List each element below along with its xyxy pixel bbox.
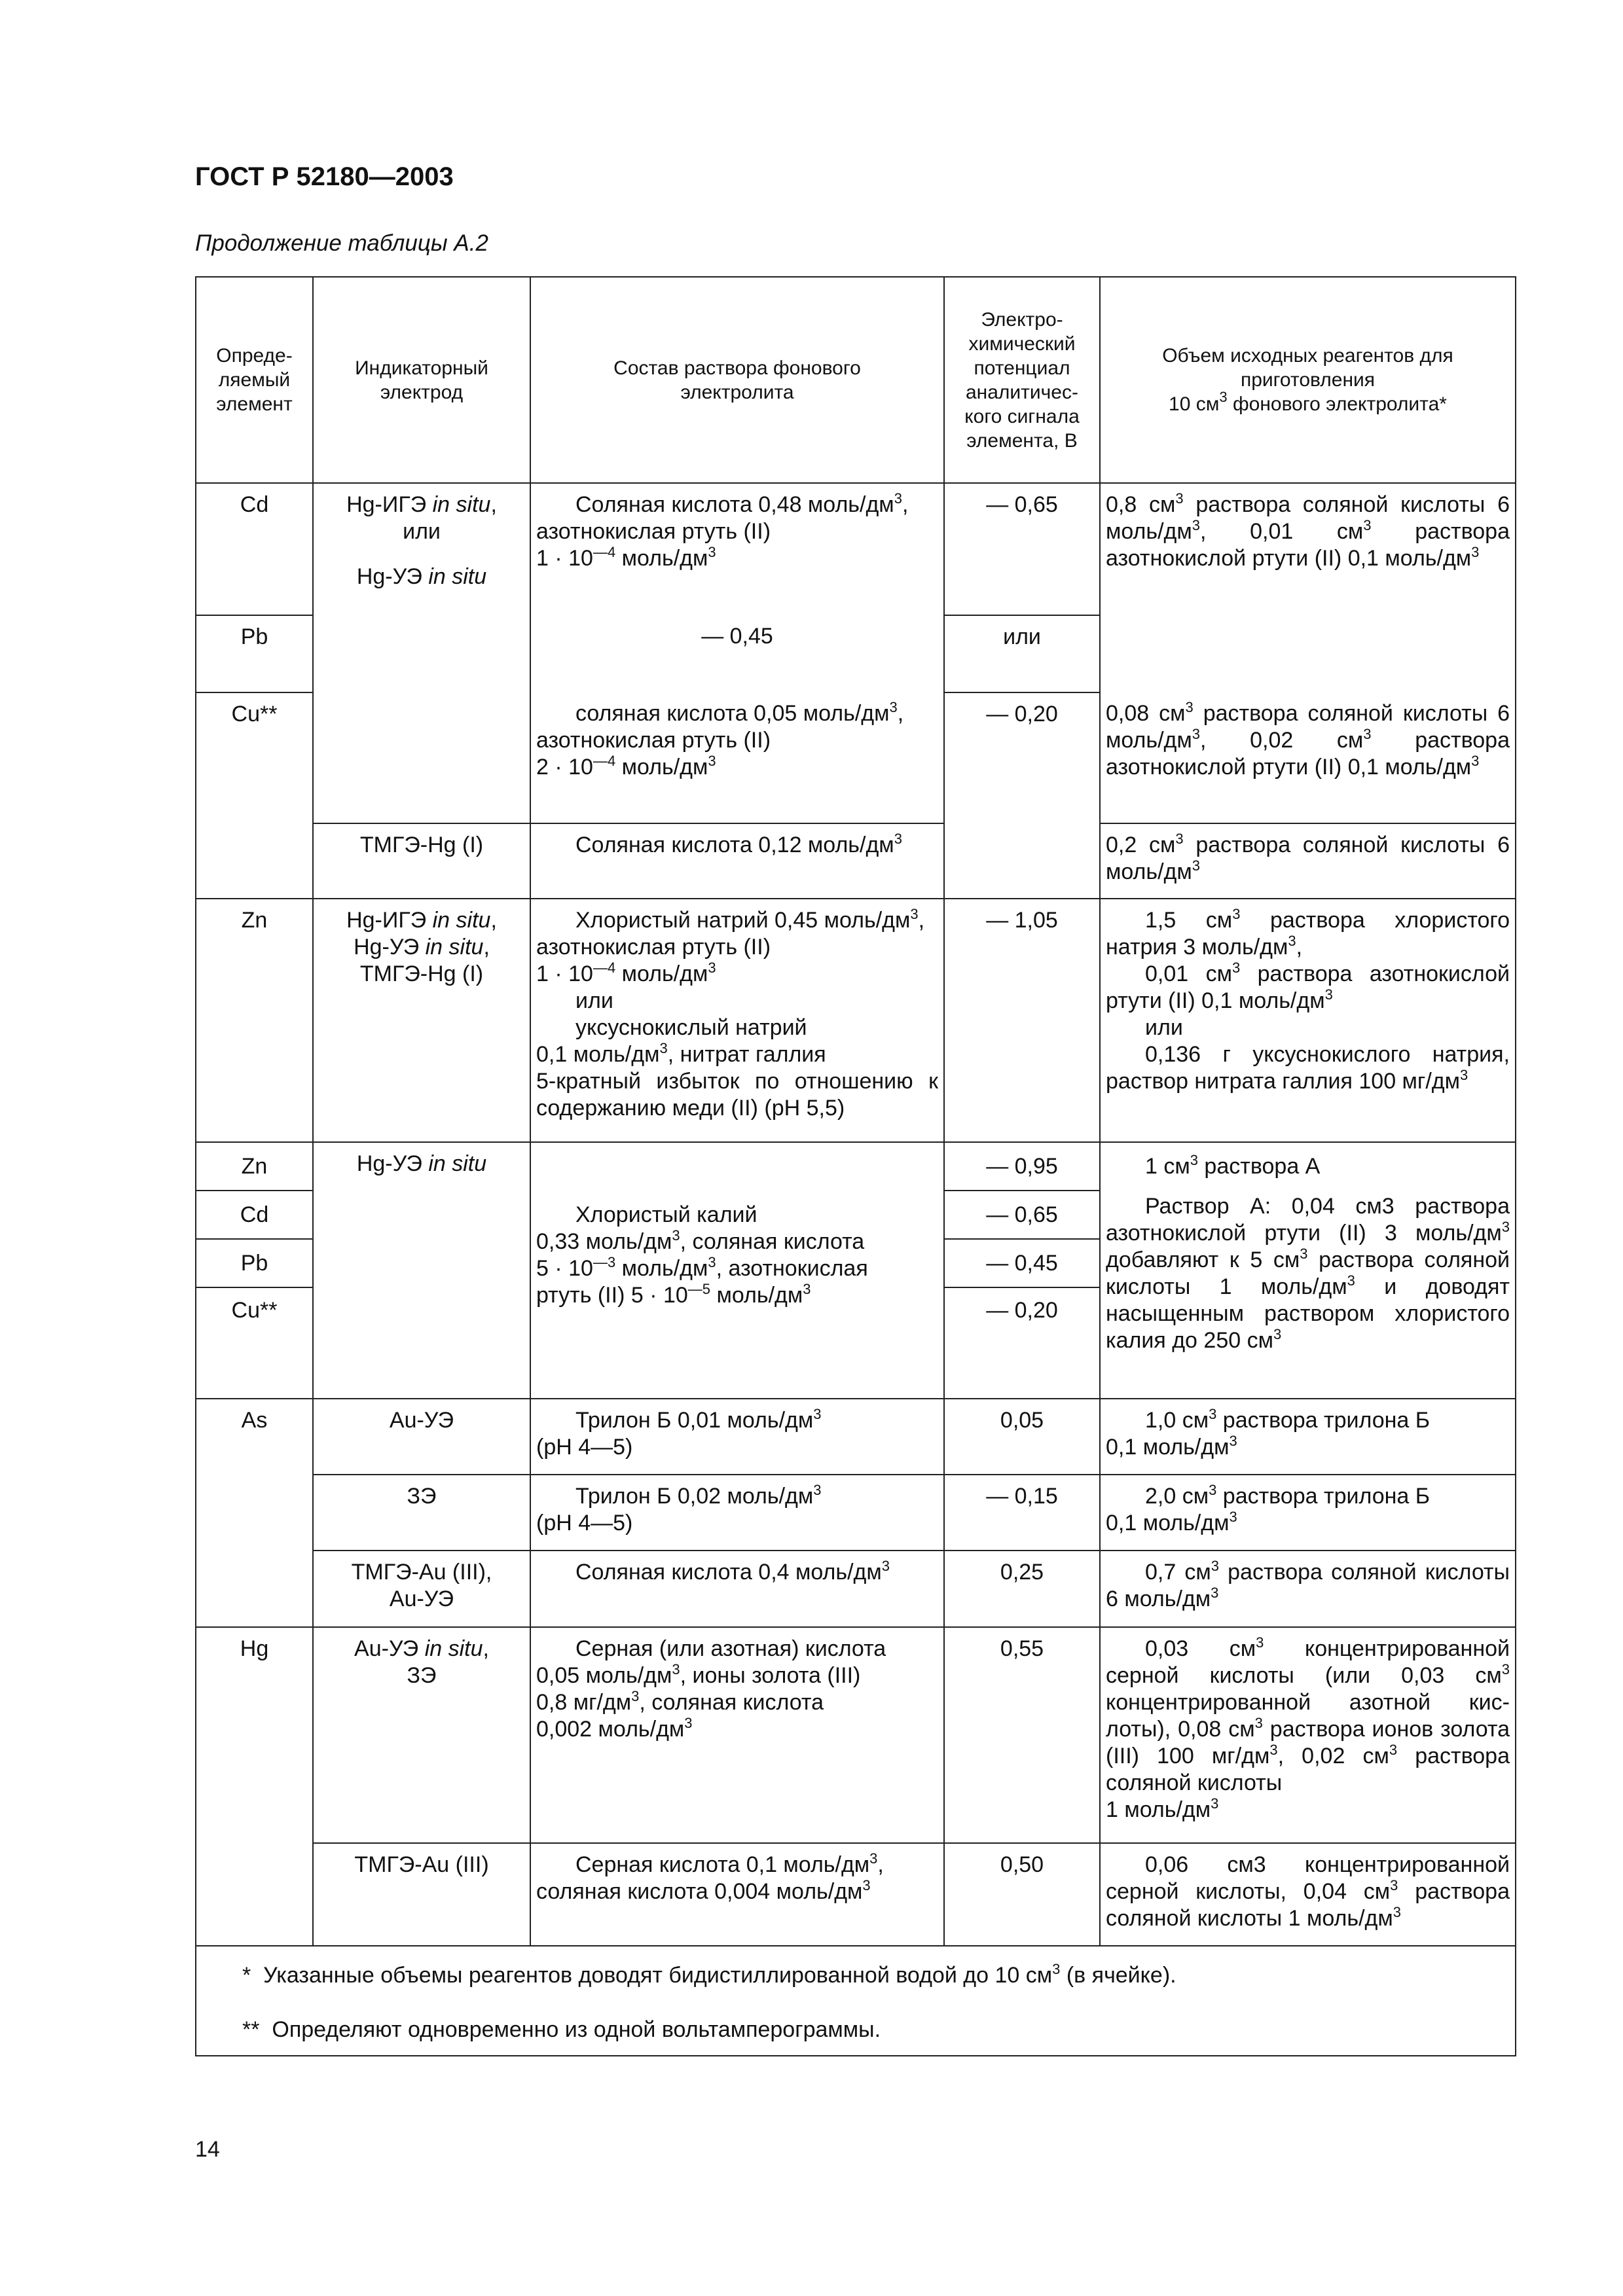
cell-electrode-au-ue: Au-УЭ (313, 1399, 530, 1475)
cell-composition-hg1: Серная (или азотная) кислота 0,05 моль/$дм^3$, ионы золота (III) 0,8 $мг/дм^3$, соляная кислота 0,002 моль/$дм^3$ (530, 1627, 944, 1843)
table-row (196, 1142, 1516, 1191)
cell-electrode-hg-ue: Hg-УЭ in situ (313, 1142, 530, 1399)
header-element: Опреде- ляемый элемент (196, 277, 313, 483)
cell-element-empty (196, 823, 313, 899)
cell-volume-as2: 2,0 $см^3$ раствора трилона Б 0,1 моль/$дм^3$ (1100, 1475, 1516, 1551)
cell-potential-pb2: — 0,45 (944, 1239, 1100, 1287)
table-continuation-caption: Продолжение таблицы А.2 (195, 230, 488, 256)
cell-potential-cd: — 0,65 (944, 483, 1100, 615)
table-row (196, 1551, 1516, 1627)
page-number: 14 (195, 2137, 220, 2162)
document-header: ГОСТ Р 52180—2003 (195, 162, 454, 191)
cell-composition-hg2: Серная кислота 0,1 моль/$дм^3$, соляная кислота 0,004 моль/$дм^3$ (530, 1843, 944, 1946)
header-composition: Состав раствора фонового электролита (530, 277, 944, 483)
cell-electrode-tmge-au: ТМГЭ-Au (III), Au-УЭ (313, 1551, 530, 1627)
cell-composition-cd: Соляная кислота 0,48 моль/$дм^3$, азотнокислая ртуть (II) $1 \cdot 10^{—4}$ моль/$дм^3$ (530, 483, 944, 615)
table-row (196, 899, 1516, 1142)
table-row (196, 1627, 1516, 1843)
cell-volume-pb (1100, 615, 1516, 692)
cell-electrode-ze: ЗЭ (313, 1475, 530, 1551)
cell-element-cu2: Cu** (196, 1287, 313, 1399)
cell-potential-hg2: 0,50 (944, 1843, 1100, 1946)
cell-element-as: As (196, 1399, 313, 1627)
cell-element-cd2: Cd (196, 1191, 313, 1239)
cell-volume-as1: 1,0 $см^3$ раствора трилона Б 0,1 моль/$дм^3$ (1100, 1399, 1516, 1475)
cell-volume-cu: 0,08 $см^3$ раствора соляной кислоты 6 моль/$дм^3$, 0,02 $см^3$ раствора азотнокислой ртути (II) 0,1 моль/$дм^3$ (1100, 692, 1516, 823)
cell-element-cu: Cu** (196, 692, 313, 823)
cell-volume-as3: 0,7 $см^3$ раствора соляной кислоты 6 моль/$дм^3$ (1100, 1551, 1516, 1627)
cell-volume-solution-a: 1 $см^3$ раствора А (1100, 1142, 1516, 1191)
cell-composition-zn: Хлористый натрий 0,45 моль/$дм^3$, азотнокислая ртуть (II) $1 \cdot 10^{—4}$ моль/$дм^3$ или уксуснокислый натрий 0,1 моль/$дм^3$, нитрат галлия 5-кратный избыток по отношению к содержанию меди (II) (рН 5,5) (530, 899, 944, 1142)
cell-potential-hg1: 0,55 (944, 1627, 1100, 1843)
cell-composition-as3: Соляная кислота 0,4 моль/$дм^3$ (530, 1551, 944, 1627)
cell-potential-as1: 0,05 (944, 1399, 1100, 1475)
cell-element-zn: Zn (196, 899, 313, 1142)
cell-volume-hg1: 0,03 $см^3$ концентрированной серной кислоты (или 0,03 $см^3$ концентрированной азотной кис-лоты), 0,08 $см^3$ раствора ионов золота (III) 100 $мг/дм^3$, 0,02 $см^3$ раствора соляной кислоты 1 моль/$дм^3$ (1100, 1627, 1516, 1843)
table-header-row (196, 277, 1516, 483)
footnote-2: ** Определяют одновременно из одной вольтамперограммы. (242, 2017, 881, 2042)
cell-volume-hg2: 0,06 см3 концентрированной серной кислоты, 0,04 $см^3$ раствора соляной кислоты 1 моль/$дм^3$ (1100, 1843, 1516, 1946)
table-row (196, 483, 1516, 615)
footnote-1: * Указанные объемы реагентов доводят бидистиллированной водой до 10 $см^3$ (в ячейке). (242, 1961, 1176, 1988)
cell-element-pb2: Pb (196, 1239, 313, 1287)
table-row (196, 1843, 1516, 1946)
cell-electrode-zn: Hg-ИГЭ in situ, Hg-УЭ in situ, ТМГЭ-Hg (I) (313, 899, 530, 1142)
cell-composition-as2: Трилон Б 0,02 моль/$дм^3$ (рН 4—5) (530, 1475, 944, 1551)
cell-element-pb: Pb (196, 615, 313, 692)
cell-composition-as1: Трилон Б 0,01 моль/$дм^3$ (рН 4—5) (530, 1399, 944, 1475)
table-footnotes (196, 1946, 1516, 2056)
cell-potential-cu2: — 0,20 (944, 1287, 1100, 1399)
cell-volume-tmge: 0,2 $см^3$ раствора соляной кислоты 6 моль/$дм^3$ (1100, 823, 1516, 899)
header-electrode: Индикаторный электрод (313, 277, 530, 483)
cell-volume-zn: 1,5 $см^3$ раствора хлористого натрия 3 моль/$дм^3$, 0,01 $см^3$ раствора азотнокислой ртути (II) 0,1 моль/$дм^3$ или 0,136 г уксуснокислого натрия, раствор нитрата галлия 100 $мг/дм^3$ (1100, 899, 1516, 1142)
cell-potential-as3: 0,25 (944, 1551, 1100, 1627)
cell-potential-cu: — 0,20 (944, 692, 1100, 899)
cell-electrode-hg: Hg-ИГЭ in situ, или Hg-УЭ in situ (313, 483, 530, 823)
cell-element-cd: Cd (196, 483, 313, 615)
cell-electrode-tmge: ТМГЭ-Hg (I) (313, 823, 530, 899)
data-table (195, 276, 1516, 2056)
table-row (196, 1399, 1516, 1475)
cell-potential-zn2: — 0,95 (944, 1142, 1100, 1191)
cell-element-zn2: Zn (196, 1142, 313, 1191)
header-volume: Объем исходных реагентов для приготовления 10 $см^3$ фонового электролита* (1100, 277, 1516, 483)
table-row (196, 823, 1516, 899)
table-row (196, 1475, 1516, 1551)
cell-composition-cu: соляная кислота 0,05 моль/$дм^3$, азотнокислая ртуть (II) $2 \cdot 10^{—4}$ моль/$дм^3$ (530, 692, 944, 823)
cell-potential-pb: или (944, 615, 1100, 692)
cell-composition-kcl: Хлористый калий 0,33 моль/$дм^3$, соляная кислота $5 \cdot 10^{—3}$ моль/$дм^3$, азотнокислая ртуть (II) $5 \cdot 10^{—5}$ моль/$дм^3$ (530, 1142, 944, 1399)
cell-composition-pb: — 0,45 (530, 615, 944, 692)
table-footnotes-row (196, 1946, 1516, 2056)
cell-element-hg: Hg (196, 1627, 313, 1946)
cell-volume-cd: 0,8 $см^3$ раствора соляной кислоты 6 моль/$дм^3$, 0,01 $см^3$ раствора азотнокислой ртути (II) 0,1 моль/$дм^3$ (1100, 483, 1516, 615)
cell-electrode-tmge-au3: ТМГЭ-Au (III) (313, 1843, 530, 1946)
cell-potential-as2: — 0,15 (944, 1475, 1100, 1551)
cell-potential-zn: — 1,05 (944, 899, 1100, 1142)
cell-potential-cd2: — 0,65 (944, 1191, 1100, 1239)
cell-electrode-au-ue-insitu: Au-УЭ in situ, ЗЭ (313, 1627, 530, 1843)
cell-volume-solution-a-desc: Раствор А: 0,04 см3 раствора азотнокислой ртути (II) 3 моль/$дм^3$ добавляют к 5 $см^3$ раствора соляной кислоты 1 моль/$дм^3$ и доводят насыщенным раствором хлористого калия до 250 $см^3$ (1100, 1191, 1516, 1399)
cell-composition-tmge: Соляная кислота 0,12 моль/$дм^3$ (530, 823, 944, 899)
header-potential: Электро- химический потенциал аналитичес- кого сигнала элемента, В (944, 277, 1100, 483)
